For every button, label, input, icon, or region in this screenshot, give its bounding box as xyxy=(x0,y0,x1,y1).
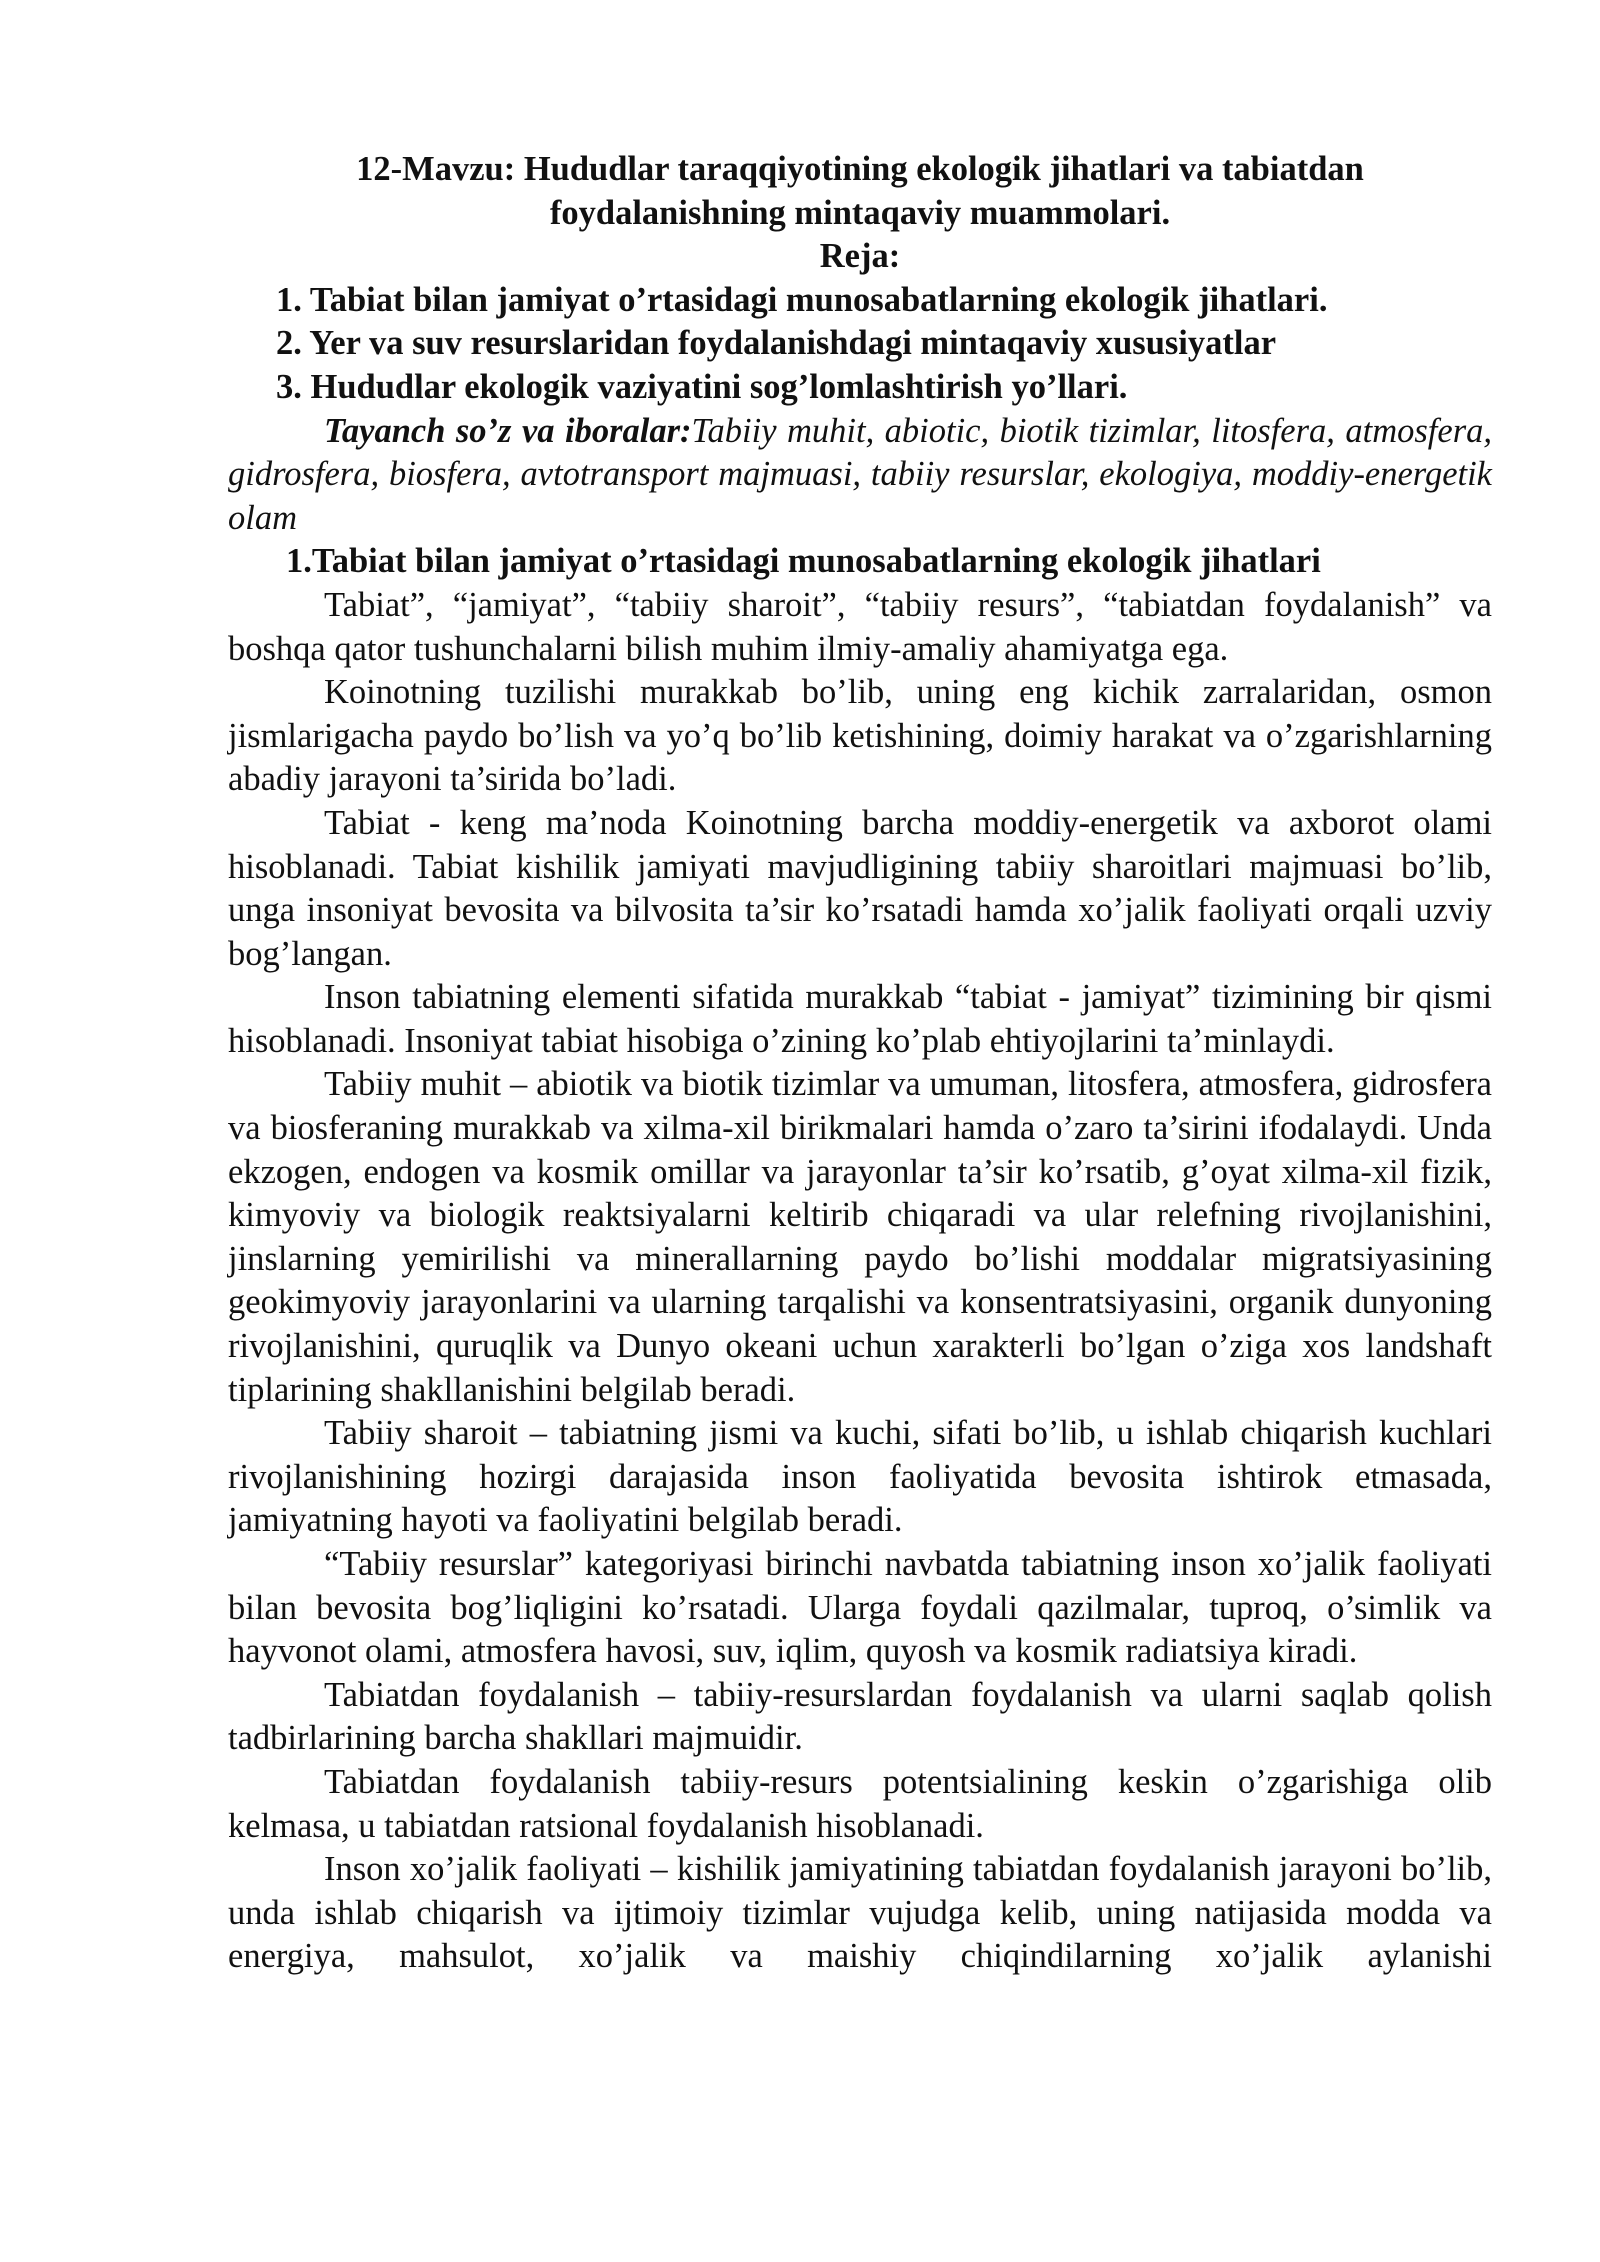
paragraph-9: Tabiatdan foydalanish tabiiy-resurs potentsialining keskin o’zgarishiga olib kelmasa, u tabiatdan ratsional foydalanish hisoblanadi. xyxy=(228,1762,1492,1845)
paragraph-3: Tabiat - keng ma’noda Koinotning barcha moddiy-energetik va axborot olami hisoblanadi. Tabiat kishilik jamiyati mavjudligining tabiiy sharoitlari majmuasi bo’lib, unga insoniyat bevosita va bilvosita ta’sir ko’rsatadi hamda xo’jalik faoliyati orqali uzviy bog’langan. xyxy=(228,803,1492,973)
document-title-line-1: 12-Mavzu: Hududlar taraqqiyotining ekologik jihatlari va tabiatdan xyxy=(356,150,1364,188)
plan-item-2: 2. Yer va suv resurslaridan foydalanishdagi mintaqaviy xususiyatlar xyxy=(276,324,1277,363)
plan-item-3: 3. Hududlar ekologik vaziyatini sog’lomlashtirish yo’llari. xyxy=(276,367,1128,406)
plan-item-1: 1. Tabiat bilan jamiyat o’rtasidagi munosabatlarning ekologik jihatlari. xyxy=(276,280,1328,319)
document-title-line-2: foydalanishning mintaqaviy muammolari. xyxy=(549,193,1171,232)
section-heading: 1.Tabiat bilan jamiyat o’rtasidagi munosabatlarning ekologik jihatlari xyxy=(286,542,1321,581)
keywords-paragraph xyxy=(228,410,1492,541)
paragraph-10: Inson xo’jalik faoliyati – kishilik jamiyatining tabiatdan foydalanish jarayoni bo’lib, unda ishlab chiqarish va ijtimoiy tizimlar vujudga kelib, uning natijasida modda va energiya, mahsulot, xo’jalik va maishiy chiqindilarning xo’jalik aylanishi xyxy=(228,1850,1492,1976)
paragraph-4: Inson tabiatning elementi sifatida murakkab “tabiat - jamiyat” tizimining bir qismi hisoblanadi. Insoniyat tabiat hisobiga o’zining ko’plab ehtiyojlarini ta’minlaydi. xyxy=(228,978,1492,1060)
paragraph-2: Koinotning tuzilishi murakkab bo’lib, uning eng kichik zarralaridan, osmon jismlarigacha paydo bo’lish va yo’q bo’lib ketishining, doimiy harakat va o’zgarishlarning abadiy jarayoni ta’sirida bo’ladi. xyxy=(228,673,1492,799)
plan-heading: Reja: xyxy=(819,237,901,276)
paragraph-8: Tabiatdan foydalanish – tabiiy-resurslardan foydalanish va ularni saqlab qolish tadbirlarining barcha shakllari majmuidir. xyxy=(228,1675,1492,1758)
plan-list xyxy=(228,279,1492,410)
paragraph-7: “Tabiiy resurslar” kategoriyasi birinchi navbatda tabiatning inson xo’jalik faoliyati bilan bevosita bog’liqligini ko’rsatadi. Ularga foydali qazilmalar, tuproq, o’simlik va hayvonot olami, atmosfera havosi, suv, iqlim, quyosh va kosmik radiatsiya kiradi. xyxy=(228,1545,1492,1671)
document-page xyxy=(228,148,1492,1979)
keywords-label: Tayanch so’z va iboralar: xyxy=(324,411,692,450)
paragraph-1: Tabiat”, “jamiyat”, “tabiiy sharoit”, “tabiiy resurs”, “tabiatdan foydalanish” va boshqa qator tushunchalarni bilish muhim ilmiy-amaliy ahamiyatga ega. xyxy=(228,585,1492,668)
paragraph-5: Tabiiy muhit – abiotik va biotik tizimlar va umuman, litosfera, atmosfera, gidrosfera va biosferaning murakkab va xilma-xil birikmalari hamda o’zaro ta’sirini ifodalaydi. Unda ekzogen, endogen va kosmik omillar va jarayonlar ta’sir ko’rsatib, g’oyat xilma-xil fizik, kimyoviy va biologik reaktsiyalarni keltirib chiqaradi va ular relefning rivojlanishini, jinslarning yemirilishi va minerallarning paydo bo’lishi moddalar migratsiyasining geokimyoviy jarayonlarini va ularning tarqalishi va konsentratsiyasini, organik dunyoning rivojlanishini, quruqlik va Dunyo okeani uchun xarakterli bo’lgan o’ziga xos landshaft tiplarining shakllanishini belgilab beradi. xyxy=(228,1065,1492,1409)
keywords-text: Tabiiy muhit, abiotic, biotik tizimlar, litosfera, atmosfera, gidrosfera, biosfera, avtotransport majmuasi, tabiiy resurslar, ekologiya, moddiy-energetik olam xyxy=(228,411,1492,537)
paragraph-6: Tabiiy sharoit – tabiatning jismi va kuchi, sifati bo’lib, u ishlab chiqarish kuchlari rivojlanishining hozirgi darajasida inson faoliyatida bevosita ishtirok etmasada, jamiyatning hayoti va faoliyatini belgilab beradi. xyxy=(228,1414,1492,1540)
